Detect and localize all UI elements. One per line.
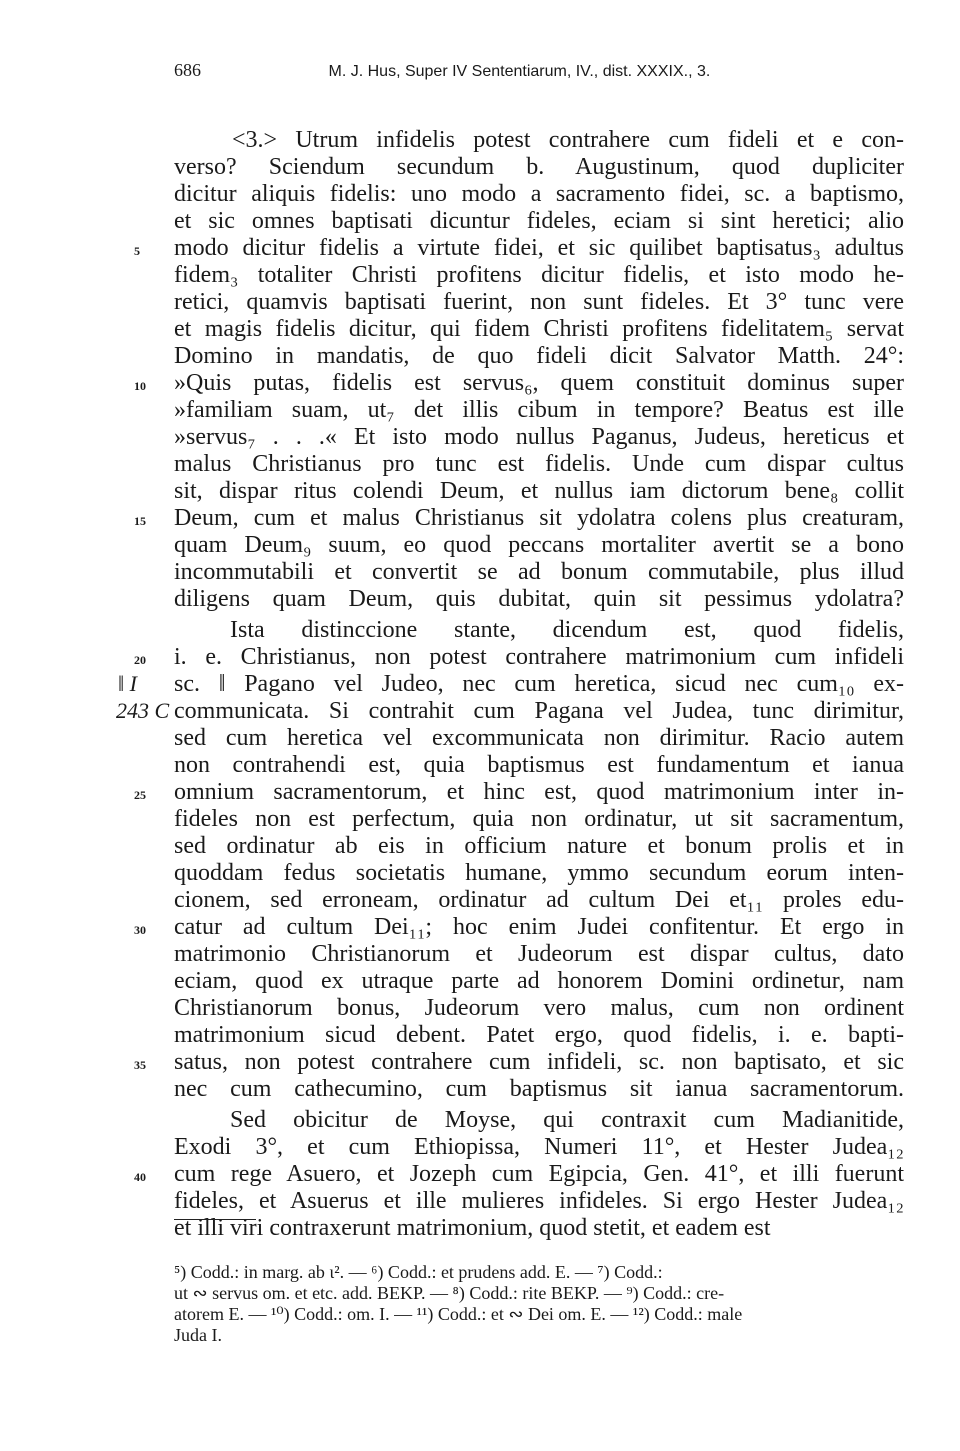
text-line: Exodi 3°, et cum Ethiopissa, Numeri 11°, et Hester Judea₁₂ (174, 1134, 904, 1160)
text-line: communicata. Si contrahit cum Pagana vel Judea, tunc dirimitur, (174, 698, 904, 724)
page-number: 686 (174, 60, 201, 80)
text-line: sit, dispar ritus colendi Deum, et nullus iam dictorum bene₈ collit (174, 478, 904, 504)
margin-ref: 243 C (116, 698, 170, 723)
text-line: matrimonium sicud debent. Patet ergo, quod fidelis, i. e. bapti- (174, 1022, 904, 1048)
text-line: et sic omnes baptisati dicuntur fideles, eciam si sint heretici; alio (174, 208, 904, 234)
text-line: Deum, cum et malus Christianus sit ydolatra colens plus creaturam, (174, 505, 904, 531)
text-line: et illi viri contraxerunt matrimonium, quod stetit, et eadem est (174, 1215, 771, 1241)
text-line: Ista distinccione stante, dicendum est, quod fidelis, (230, 617, 904, 643)
text-line: et magis fidelis dicitur, qui fidem Christi profitens fidelitatem₅ servat (174, 316, 904, 342)
footnote-line: ut ∾ servus om. et etc. add. BEKP. — ⁸) Codd.: rite BEKP. — ⁹) Codd.: cre- (174, 1283, 725, 1303)
line-number: 30 (134, 923, 146, 937)
footnote-line: ⁵) Codd.: in marg. ab ι². — ⁶) Codd.: et prudens add. E. — ⁷) Codd.: (174, 1262, 663, 1282)
text-line: »servus₇ . . .« Et isto modo nullus Paganus, Judeus, hereticus et (174, 424, 904, 450)
text-line: cum rege Asuero, et Jozeph cum Egipcia, Gen. 41°, et illi fuerunt (174, 1161, 904, 1187)
text-line: sc. ‖ Pagano vel Judeo, nec cum heretica, sicud nec cum₁₀ ex- (174, 671, 904, 697)
line-number: 15 (134, 514, 146, 528)
text-line: sed ordinatur ab eis in officium nature et bonum prolis et in (174, 833, 904, 859)
text-line: fidem₃ totaliter Christi profitens dicitur fidelis, et isto modo he- (174, 262, 904, 288)
text-line: quoddam fedus societatis humane, ymmo secundum eorum inten- (174, 860, 904, 886)
line-number: 40 (134, 1170, 146, 1184)
text-line: Sed obicitur de Moyse, qui contraxit cum Madianitide, (230, 1107, 904, 1133)
text-line: diligens quam Deum, quis dubitat, quin sit pessimus ydolatra? (174, 586, 904, 612)
text-line: non contrahendi est, quia baptismus est fundamentum et ianua (174, 752, 904, 778)
text-line: fideles, et Asuerus et ille mulieres infideles. Si ergo Hester Judea₁₂ (174, 1188, 904, 1214)
text-line: dicitur aliquis fidelis: uno modo a sacramento fidei, sc. a baptismo, (174, 181, 904, 207)
text-line: catur ad cultum Dei₁₁; hoc enim Judei confitentur. Et ergo in (174, 914, 904, 940)
page-header (174, 60, 710, 81)
text-line: modo dicitur fidelis a virtute fidei, et sic quilibet baptisatus₃ adultus (174, 235, 904, 261)
line-number: 35 (134, 1058, 146, 1072)
footnote-rule (174, 1219, 256, 1220)
text-line: i. e. Christianus, non potest contrahere matrimonium cum infideli (174, 644, 904, 670)
text-line: satus, non potest contrahere cum infideli, sc. non baptisato, et sic (174, 1049, 904, 1075)
margin-ref: ‖ I (118, 671, 138, 696)
text-line: eciam, quod ex utraque parte ad honorem Domini ordinetur, nam (174, 968, 904, 994)
text-line: nec cum cathecumino, cum baptismus sit ianua sacramentorum. (174, 1076, 904, 1102)
footnote-line: Juda I. (174, 1325, 222, 1345)
text-line: omnium sacramentorum, et hinc est, quod matrimonium inter in- (174, 779, 904, 805)
text-line: fideles non est perfectum, quia non ordinatur, ut sit sacramentum, (174, 806, 904, 832)
line-number: 5 (134, 244, 140, 258)
text-line: »Quis putas, fidelis est servus₆, quem constituit dominus super (174, 370, 904, 396)
text-line: quam Deum₉ suum, eo quod peccans mortaliter avertit se a bono (174, 532, 904, 558)
text-line: retici, quamvis baptisati fuerint, non sunt fideles. Et 3° tunc vere (174, 289, 904, 315)
text-line: verso? Sciendum secundum b. Augustinum, quod dupliciter (174, 154, 904, 180)
line-number: 20 (134, 653, 146, 667)
text-line: »familiam suam, ut₇ det illis cibum in tempore? Beatus est ille (174, 397, 904, 423)
footnote-line: atorem E. — ¹⁰) Codd.: om. I. — ¹¹) Codd.: et ∾ Dei om. E. — ¹²) Codd.: male (174, 1304, 743, 1324)
line-number: 25 (134, 788, 146, 802)
text-line: Domino in mandatis, de quo fideli dicit Salvator Matth. 24°: (174, 343, 904, 369)
text-line: cionem, sed erroneam, ordinatur ad cultum Dei et₁₁ proles edu- (174, 887, 904, 913)
text-line: <3.> Utrum infidelis potest contrahere cum fideli et e con- (232, 127, 904, 153)
line-number: 10 (134, 379, 146, 393)
text-line: Christianorum bonus, Judeorum vero malus, cum non ordinent (174, 995, 904, 1021)
text-line: sed cum heretica vel excommunicata non dirimitur. Racio autem (174, 725, 904, 751)
text-line: malus Christianus pro tunc est fidelis. Unde cum dispar cultus (174, 451, 904, 477)
text-line: matrimonio Christianorum et Judeorum est dispar cultus, dato (174, 941, 904, 967)
text-line: incommutabili et convertit se ad bonum commutabile, plus illud (174, 559, 904, 585)
running-title: M. J. Hus, Super IV Sententiarum, IV., dist. XXXIX., 3. (328, 63, 711, 80)
